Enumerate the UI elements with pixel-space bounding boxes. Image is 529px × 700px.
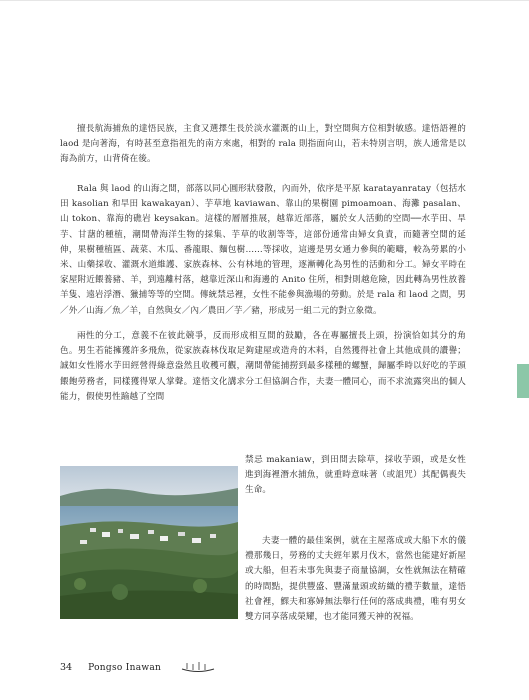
paragraph-3-continued: 禁忌 makaniaw，到田間去除草，採收芋頭，或是女性進到海裡潛水捕魚，就重時意味著（或詛咒）其配偶喪失生命。: [245, 455, 466, 496]
publication-title: Pongso Inawan: [88, 662, 162, 673]
top-divider: [0, 0, 529, 1]
page-number: 34: [60, 662, 73, 673]
section-tab-marker: [517, 364, 529, 398]
coastal-village-photo: [60, 466, 238, 619]
paragraph-3: 兩性的分工，意義不在彼此競爭，反而形成相互間的鼓勵，各在專屬擅長上頭，扮演恰如其分的角色。男生若能擁獲許多飛魚，從家族森林伐取足夠建屋或造舟的木料，自然獲得社會上其他成員的讚譽；誠如女性將水芋田經營得綠意盎然且收穫可觀，潮間帶能捕撈到最多樣種的螺蟹，歸屬季時以好吃的芋頭餵飽勞務者，同樣獲得眾人掌聲。達悟文化講求分工但協調合作，夫妻一體同心，而不求流露突出的個人能力，假使男性踰越了空間: [60, 331, 466, 402]
page-footer: [60, 658, 215, 677]
paragraph-4: 夫妻一體的最佳案例，就在主屋落成或大船下水的儀禮那幾日，勞務的丈夫經年累月伐木，當然也能建好新屋或大船，但若未事先與妻子商量協調，女性就無法在精確的時間點，提供豐盛、豐滿量頭或紡織的禮芋數量，達悟社會裡，鰥夫和寡婦無法舉行任何的落成典禮，唯有男女雙方同享落成榮耀，也才能同獲天神的祝福。: [245, 536, 466, 623]
paragraph-1: 擅長航海捕魚的達悟民族，主食又選擇生長於淡水灌溉的山上，對空間與方位相對敏感。達悟語裡的 laod 是向著海，有時甚至意指祖先的南方來處，相對的 rala 則指面向山，若未特別言明，族人通常是以海為前方，山背倚在後。: [60, 124, 466, 165]
paragraph-2: Rala 與 laod 的山海之間，部落以同心圓形狀發散，內而外，依序是平原 karatayanratay（包括水田 kasolian 和旱田 kawakayan）、芋草地 kaviawan、靠山的果樹園 pimoamoan、海灘 pasalan、山 tokon、靠海的礁岩 keysakan。這樣的層層推展，越靠近部落，屬於女人活動的空間──水芋田、旱芋、甘藷的種植，潮間帶海洋生物的採集、芋草的收割等等，這部份通常由婦女負責，而隨著空間的延伸，果樹種植區、蔬菜、木瓜、番龍眼、麵包樹……等採收，這邊是男女通力參與的範疇，較為勞累的小米、山藥採收、灌溉水道維護、家族森林、公有林地的管理，逐漸轉化為男性的活動和分工。婦女平時在家屋附近餵養豬、羊，到遠離村落，越靠近深山和海邊的 Anito 住所，相對則越危險，因此轉為男性放養羊隻、遠岩浮潛、獵捕等等的空間。傳統禁忌裡，女性不能參與漁場的勞動。於是 rala 和 laod 之間，男／外／山海／魚／羊，自然與女／內／農田／芋／豬，形成另一組二元的對立象徵。: [60, 184, 466, 316]
boat-logo-icon: [181, 658, 215, 677]
